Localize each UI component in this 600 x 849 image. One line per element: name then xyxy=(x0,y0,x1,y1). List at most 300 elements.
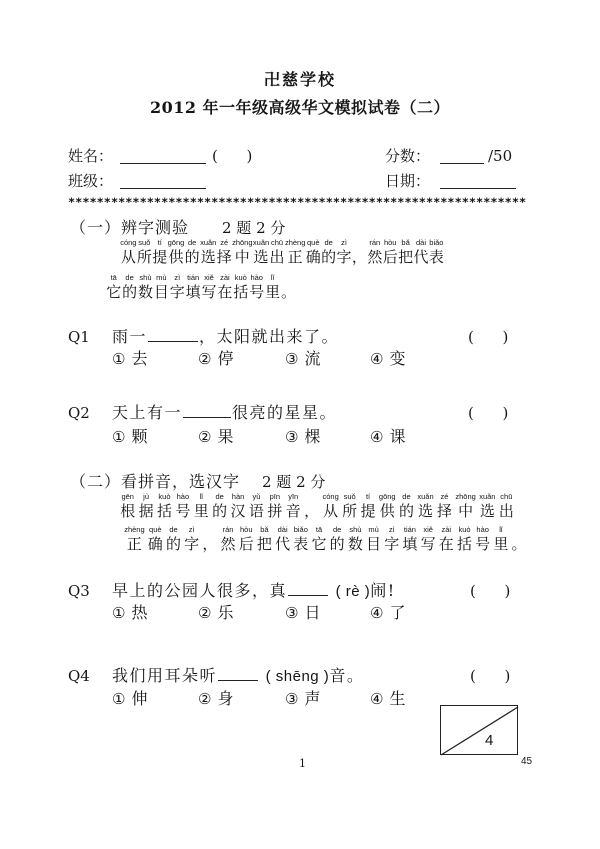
ruby-cell xyxy=(220,525,235,553)
corner-mark: 45 xyxy=(521,756,533,767)
hanzi: 确 xyxy=(305,248,321,266)
pinyin-hint: ( shēng ) xyxy=(265,668,330,685)
option-4 xyxy=(370,348,405,370)
ruby-cell xyxy=(249,273,264,301)
ruby-cell xyxy=(293,525,308,553)
hanzi: 把 xyxy=(398,248,414,266)
option-number: ① xyxy=(112,690,126,708)
section-2-instruction-line-1 xyxy=(120,492,514,520)
hanzi: 汉 xyxy=(230,502,246,520)
hanzi: 正 xyxy=(126,535,142,553)
option-text: 课 xyxy=(389,427,406,446)
option-4 xyxy=(370,688,405,710)
ruby-cell xyxy=(185,273,200,301)
pinyin: gōng xyxy=(167,238,185,247)
pinyin: què xyxy=(307,238,320,247)
ruby-cell xyxy=(212,492,227,520)
hanzi: 据 xyxy=(138,502,154,520)
ruby-cell xyxy=(285,238,306,266)
ruby-cell xyxy=(336,238,351,266)
ruby-cell xyxy=(493,525,508,553)
pinyin: mù xyxy=(368,525,379,534)
option-text: 日 xyxy=(304,603,321,622)
pinyin: xuǎn xyxy=(417,492,434,501)
option-3 xyxy=(285,602,320,624)
answer-blank xyxy=(218,666,258,681)
pinyin: yīn xyxy=(288,492,299,501)
ruby-cell xyxy=(232,238,253,266)
page-score-box xyxy=(440,705,518,755)
index-number-box: ( ) xyxy=(212,147,253,165)
ruby-cell xyxy=(202,525,217,553)
option-text: 了 xyxy=(389,603,406,622)
hanzi: 中 xyxy=(234,248,250,266)
class-label: 班级： xyxy=(68,172,114,190)
hanzi: 的 xyxy=(329,535,345,553)
ruby-cell xyxy=(200,238,217,266)
question-text-before: 我们用耳朵听 xyxy=(112,666,218,685)
hanzi: 出 xyxy=(269,248,285,266)
pinyin: zài xyxy=(220,273,230,282)
pinyin: yǔ xyxy=(252,492,261,501)
ruby-cell xyxy=(457,525,472,553)
ruby-cell xyxy=(249,492,264,520)
pinyin: xuǎn xyxy=(200,238,217,247)
option-3 xyxy=(285,688,320,710)
option-text: 停 xyxy=(217,349,234,368)
ruby-cell xyxy=(398,238,413,266)
ruby-cell xyxy=(124,525,145,553)
pinyin: de xyxy=(333,525,342,534)
ruby-cell xyxy=(167,238,184,266)
pinyin: kuò xyxy=(234,273,247,282)
pinyin: tí xyxy=(157,238,162,247)
hanzi: 从 xyxy=(120,248,136,266)
hanzi: 的 xyxy=(122,283,138,301)
pinyin: zhèng xyxy=(284,238,306,247)
option-number: ② xyxy=(198,428,212,446)
option-number: ① xyxy=(112,428,126,446)
section-2-heading: （二）看拼音，选汉字 xyxy=(70,472,241,491)
pinyin: zhōng xyxy=(232,238,253,247)
ruby-cell xyxy=(265,273,280,301)
ruby-cell xyxy=(311,525,326,553)
section-2-instruction-line-2 xyxy=(124,525,527,553)
pinyin: xiě xyxy=(423,525,433,534)
pinyin: shù xyxy=(139,273,152,282)
ruby-cell xyxy=(166,525,181,553)
hanzi: 的 xyxy=(398,502,414,520)
pinyin: suǒ xyxy=(343,492,356,501)
hanzi: 括 xyxy=(456,535,472,553)
question-number: Q1 xyxy=(68,328,90,346)
pinyin: hàn xyxy=(231,492,245,501)
option-text: 棵 xyxy=(304,427,321,446)
hanzi: 数 xyxy=(347,535,363,553)
question-number: Q4 xyxy=(68,667,90,685)
question-text-before: 天上有一 xyxy=(112,403,183,422)
pinyin: mù xyxy=(156,273,167,282)
ruby-cell xyxy=(239,525,254,553)
question-3 xyxy=(0,580,600,602)
question-text-before: 雨一 xyxy=(112,327,148,346)
question-text-before: 早上的公园人很多，真 xyxy=(112,581,288,600)
pinyin: dài xyxy=(415,238,426,247)
hanzi: 它 xyxy=(106,283,122,301)
ruby-cell xyxy=(217,238,232,266)
question-number: Q2 xyxy=(68,404,90,422)
option-1 xyxy=(112,348,147,370)
class-blank xyxy=(120,188,206,189)
question-2-options xyxy=(0,426,600,448)
pinyin: zài xyxy=(441,525,452,534)
ruby-cell xyxy=(342,492,357,520)
section-1-heading: （一）辨字测验 xyxy=(70,218,190,237)
ruby-cell xyxy=(420,525,435,553)
pinyin: lǐ xyxy=(199,492,203,501)
hanzi: 所 xyxy=(136,248,152,266)
hanzi: 字 xyxy=(384,535,400,553)
hanzi: 提 xyxy=(152,248,168,266)
ruby-cell xyxy=(384,525,399,553)
hanzi: 然 xyxy=(367,248,383,266)
ruby-cell xyxy=(455,492,476,520)
hanzi: 正 xyxy=(287,248,303,266)
hanzi: 后 xyxy=(382,248,398,266)
hanzi: 写 xyxy=(420,535,436,553)
option-1 xyxy=(112,602,147,624)
ruby-cell xyxy=(329,525,344,553)
option-4 xyxy=(370,426,405,448)
ruby-cell xyxy=(437,492,452,520)
pinyin: lǐ xyxy=(270,273,275,282)
pinyin: suǒ xyxy=(138,238,151,247)
hanzi: 。 xyxy=(280,283,296,301)
option-text: 流 xyxy=(304,349,321,368)
hanzi: 代 xyxy=(275,535,291,553)
answer-parentheses: ( ) xyxy=(470,582,511,600)
pinyin: zì xyxy=(188,525,195,534)
pinyin: de xyxy=(188,238,197,247)
hanzi: 然 xyxy=(220,535,236,553)
hanzi: 选 xyxy=(253,248,269,266)
pinyin: zì xyxy=(388,525,395,534)
hanzi: 数 xyxy=(137,283,153,301)
hanzi: 字 xyxy=(184,535,200,553)
option-4 xyxy=(370,602,405,624)
hanzi: 拼 xyxy=(267,502,283,520)
pinyin: de xyxy=(402,492,411,501)
pinyin: hòu xyxy=(239,525,253,534)
pinyin: kuò xyxy=(158,492,171,501)
question-4 xyxy=(0,665,600,687)
pinyin: de xyxy=(215,492,224,501)
option-number: ③ xyxy=(285,428,299,446)
question-text xyxy=(112,580,396,603)
hanzi: 的 xyxy=(212,502,228,520)
hanzi: 号 xyxy=(249,283,265,301)
ruby-cell xyxy=(230,492,245,520)
option-text: 声 xyxy=(304,689,321,708)
pinyin: pīn xyxy=(269,492,281,501)
ruby-cell xyxy=(417,492,434,520)
ruby-cell xyxy=(479,492,496,520)
ruby-cell xyxy=(399,492,414,520)
asterisk-divider: **************************************************************** xyxy=(68,196,526,208)
ruby-cell xyxy=(360,492,375,520)
hanzi: ， xyxy=(304,502,320,520)
ruby-cell xyxy=(321,238,336,266)
score-total: /50 xyxy=(488,147,513,165)
pinyin: zé xyxy=(220,238,229,247)
ruby-cell xyxy=(184,238,199,266)
question-text-after: 闹! xyxy=(370,581,396,600)
ruby-cell xyxy=(352,238,367,266)
option-text: 热 xyxy=(131,603,148,622)
ruby-cell xyxy=(383,238,398,266)
pinyin: tā xyxy=(110,273,117,282)
hanzi: 根 xyxy=(120,502,136,520)
option-number: ① xyxy=(112,604,126,622)
option-number: ④ xyxy=(370,690,384,708)
ruby-cell xyxy=(138,273,153,301)
pinyin: zì xyxy=(341,238,347,247)
hanzi: 填 xyxy=(402,535,418,553)
pinyin: cóng xyxy=(120,238,137,247)
option-2 xyxy=(198,348,233,370)
ruby-cell xyxy=(120,238,137,266)
hanzi: 字 xyxy=(169,283,185,301)
pinyin: de xyxy=(169,525,178,534)
pinyin: cóng xyxy=(322,492,339,501)
hanzi: 选 xyxy=(417,502,433,520)
pinyin: bǎ xyxy=(260,525,269,534)
date-blank xyxy=(440,188,516,189)
pinyin: zhèng xyxy=(124,525,145,534)
ruby-cell xyxy=(148,525,163,553)
option-1 xyxy=(112,688,147,710)
ruby-cell xyxy=(348,525,363,553)
hanzi: 把 xyxy=(256,535,272,553)
pinyin: zì xyxy=(174,273,181,282)
pinyin: rán xyxy=(369,238,381,247)
ruby-cell xyxy=(152,238,167,266)
ruby-cell xyxy=(175,492,190,520)
section-2-score: 2 题 2 分 xyxy=(262,473,326,491)
option-number: ② xyxy=(198,350,212,368)
hanzi: 代 xyxy=(413,248,429,266)
option-3 xyxy=(285,426,320,448)
option-number: ③ xyxy=(285,604,299,622)
ruby-cell xyxy=(366,525,381,553)
pinyin: hào xyxy=(476,525,489,534)
ruby-cell xyxy=(138,492,153,520)
question-text xyxy=(112,326,339,348)
answer-blank xyxy=(148,327,198,342)
ruby-cell xyxy=(194,492,209,520)
pinyin: tián xyxy=(187,273,200,282)
pinyin: gōng xyxy=(378,492,396,501)
option-text: 生 xyxy=(389,689,406,708)
ruby-cell xyxy=(253,238,270,266)
hanzi: 音 xyxy=(285,502,301,520)
option-number: ④ xyxy=(370,604,384,622)
option-text: 去 xyxy=(131,349,148,368)
school-name: 卍慈学校 xyxy=(263,70,336,89)
pinyin: de xyxy=(125,273,134,282)
pinyin: bǎ xyxy=(401,238,410,247)
pinyin: shù xyxy=(349,525,362,534)
pinyin: lǐ xyxy=(499,525,503,534)
ruby-cell xyxy=(122,273,137,301)
hanzi: 选 xyxy=(200,248,216,266)
hanzi: 括 xyxy=(156,502,172,520)
hanzi: 择 xyxy=(216,248,232,266)
hanzi: 括 xyxy=(233,283,249,301)
hanzi: 它 xyxy=(311,535,327,553)
pinyin: xiě xyxy=(204,273,214,282)
ruby-cell xyxy=(402,525,417,553)
hanzi: 里 xyxy=(265,283,281,301)
option-text: 身 xyxy=(217,689,234,708)
question-2 xyxy=(0,402,600,424)
hanzi: 语 xyxy=(248,502,264,520)
question-1 xyxy=(0,326,600,348)
question-text-after: 很亮的星星。 xyxy=(232,403,338,422)
section-1-score: 2 题 2 分 xyxy=(222,219,286,237)
pinyin: de xyxy=(324,238,333,247)
question-number: Q3 xyxy=(68,582,90,600)
answer-parentheses: ( ) xyxy=(468,328,509,346)
exam-title: 2012 年一年级高级华文模拟试卷（二） xyxy=(149,98,451,117)
option-text: 伸 xyxy=(131,689,148,708)
ruby-cell xyxy=(275,525,290,553)
hanzi: 择 xyxy=(437,502,453,520)
hanzi: 填 xyxy=(185,283,201,301)
ruby-cell xyxy=(170,273,185,301)
answer-blank xyxy=(288,581,328,596)
question-text-after: ，太阳就出来了。 xyxy=(199,327,340,346)
ruby-cell xyxy=(413,238,428,266)
ruby-cell xyxy=(475,525,490,553)
name-blank xyxy=(120,163,206,164)
option-text: 颗 xyxy=(131,427,148,446)
pinyin: chū xyxy=(271,238,284,247)
hanzi: 字 xyxy=(336,248,352,266)
date-label: 日期： xyxy=(385,172,431,190)
pinyin: hòu xyxy=(383,238,397,247)
question-1-options xyxy=(0,348,600,370)
pinyin: dài xyxy=(277,525,288,534)
question-text xyxy=(112,665,364,688)
hanzi: 供 xyxy=(168,248,184,266)
hanzi: 出 xyxy=(498,502,514,520)
score-label: 分数： xyxy=(385,147,431,165)
pinyin: tā xyxy=(315,525,323,534)
section-1-instruction-line-1 xyxy=(120,238,444,266)
ruby-cell xyxy=(137,238,152,266)
pinyin: jù xyxy=(143,492,149,501)
hanzi: 表 xyxy=(293,535,309,553)
ruby-cell xyxy=(217,273,232,301)
hanzi: 的 xyxy=(184,248,200,266)
ruby-cell xyxy=(267,492,282,520)
pinyin: xuǎn xyxy=(252,238,270,247)
ruby-cell xyxy=(269,238,284,266)
ruby-cell xyxy=(511,525,526,553)
page-number: 1 xyxy=(299,757,306,770)
option-number: ② xyxy=(198,604,212,622)
ruby-cell xyxy=(306,238,321,266)
ruby-cell xyxy=(233,273,248,301)
pinyin: kuò xyxy=(458,525,471,534)
option-number: ④ xyxy=(370,428,384,446)
answer-parentheses: ( ) xyxy=(470,667,511,685)
ruby-cell xyxy=(439,525,454,553)
pinyin: hào xyxy=(176,492,190,501)
hanzi: ， xyxy=(202,535,218,553)
answer-parentheses: ( ) xyxy=(468,404,509,422)
option-number: ④ xyxy=(370,350,384,368)
hanzi: 表 xyxy=(428,248,444,266)
ruby-cell xyxy=(184,525,199,553)
hanzi: 在 xyxy=(438,535,454,553)
pinyin: gēn xyxy=(121,492,134,501)
ruby-cell xyxy=(257,525,272,553)
hanzi: 所 xyxy=(342,502,358,520)
pinyin: zhōng xyxy=(455,492,476,501)
pinyin: biǎo xyxy=(429,238,444,247)
option-number: ③ xyxy=(285,690,299,708)
name-label: 姓名： xyxy=(68,147,114,165)
hanzi: 写 xyxy=(201,283,217,301)
hanzi: 选 xyxy=(479,502,495,520)
ruby-cell xyxy=(281,273,296,301)
hanzi: 从 xyxy=(323,502,339,520)
hanzi: 后 xyxy=(238,535,254,553)
pinyin-hint: ( rè ) xyxy=(335,583,371,600)
pinyin: tí xyxy=(365,492,371,501)
option-2 xyxy=(198,602,233,624)
hanzi: 号 xyxy=(175,502,191,520)
section-1-instruction-line-2 xyxy=(106,273,296,301)
hanzi: 在 xyxy=(217,283,233,301)
ruby-cell xyxy=(367,238,382,266)
ruby-cell xyxy=(201,273,216,301)
hanzi: 号 xyxy=(475,535,491,553)
ruby-cell xyxy=(379,492,396,520)
pinyin: hào xyxy=(250,273,263,282)
pinyin: rán xyxy=(222,525,234,534)
option-number: ③ xyxy=(285,350,299,368)
option-text: 果 xyxy=(217,427,234,446)
option-2 xyxy=(198,688,233,710)
option-2 xyxy=(198,426,233,448)
question-text-after: 音。 xyxy=(329,666,365,685)
hanzi: 提 xyxy=(360,502,376,520)
ruby-cell xyxy=(154,273,169,301)
option-number: ② xyxy=(198,690,212,708)
option-number: ① xyxy=(112,350,126,368)
hanzi: 里 xyxy=(493,535,509,553)
answer-blank xyxy=(183,403,231,418)
hanzi: 里 xyxy=(193,502,209,520)
pinyin: què xyxy=(149,525,162,534)
ruby-cell xyxy=(120,492,135,520)
score-blank xyxy=(440,163,484,164)
option-1 xyxy=(112,426,147,448)
option-3 xyxy=(285,348,320,370)
